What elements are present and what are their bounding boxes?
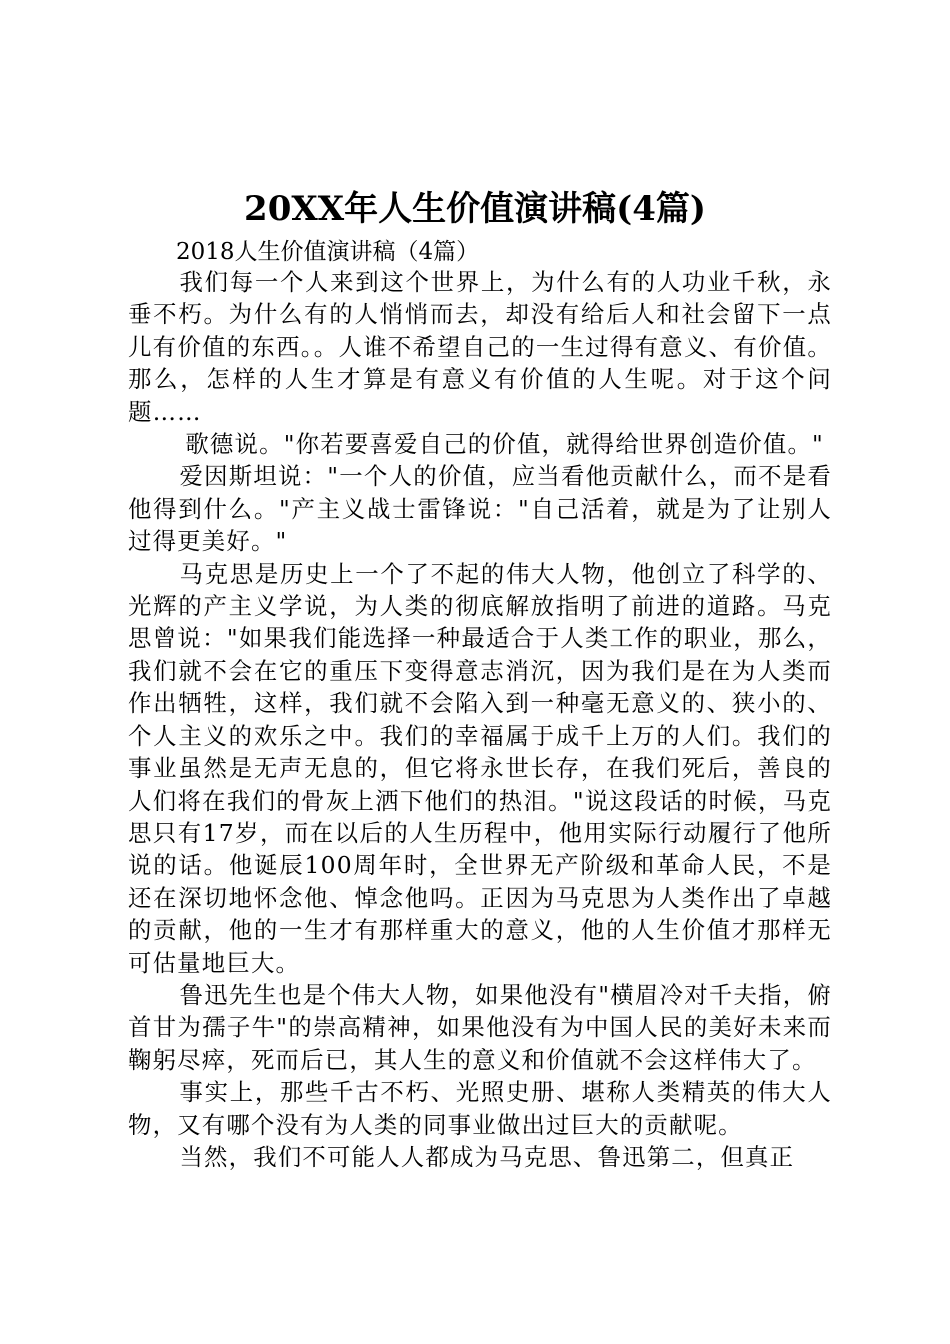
paragraph: 鲁迅先生也是个伟大人物，如果他没有"横眉冷对千夫指，俯首甘为孺子牛"的崇高精神，如果他没有为中国人民的美好未来而鞠躬尽瘁，死而后已，其人生的意义和价值就不会这样伟大了。 — [128, 980, 832, 1074]
document-subtitle: 2018人生价值演讲稿（4篇） — [176, 239, 480, 265]
paragraph: 我们每一个人来到这个世界上，为什么有的人功业千秋，永垂不朽。为什么有的人悄悄而去，却没有给后人和社会留下一点儿有价值的东西。。人谁不希望自己的一生过得有意义、有价值。那么，怎样的人生才算是有意义有价值的人生呢。对于这个问题…… — [128, 268, 832, 426]
paragraph: 爱因斯坦说："一个人的价值，应当看他贡献什么，而不是看他得到什么。"产主义战士雷锋说："自己活着，就是为了让别人过得更美好。" — [128, 462, 832, 556]
paragraph: 马克思是历史上一个了不起的伟大人物，他创立了科学的、光辉的产主义学说，为人类的彻底解放指明了前进的道路。马克思曾说："如果我们能选择一种最适合于人类工作的职业，那么，我们就不会在它的重压下变得意志消沉，因为我们是在为人类而作出牺牲，这样，我们就不会陷入到一种毫无意义的、狭小的、个人主义的欢乐之中。我们的幸福属于成千上万的人们。我们的事业虽然是无声无息的，但它将永世长存，在我们死后，善良的人们将在我们的骨灰上洒下他们的热泪。"说这段话的时候，马克思只有17岁，而在以后的人生历程中，他用实际行动履行了他所说的话。他诞辰100周年时，全世界无产阶级和革命人民，不是还在深切地怀念他、悼念他吗。正因为马克思为人类作出了卓越的贡献，他的一生才有那样重大的意义，他的人生价值才那样无可估量地巨大。 — [128, 559, 832, 977]
document-title: 20XX年人生价值演讲稿(4篇) — [244, 189, 706, 229]
paragraph: 当然，我们不可能人人都成为马克思、鲁迅第二，但真正 — [179, 1142, 795, 1171]
paragraph: 事实上，那些千古不朽、光照史册、堪称人类精英的伟大人物，又有哪个没有为人类的同事业做出过巨大的贡献呢。 — [128, 1078, 832, 1139]
document-body — [128, 266, 832, 1173]
paragraph: 歌德说。"你若要喜爱自己的价值，就得给世界创造价值。" — [185, 430, 825, 459]
